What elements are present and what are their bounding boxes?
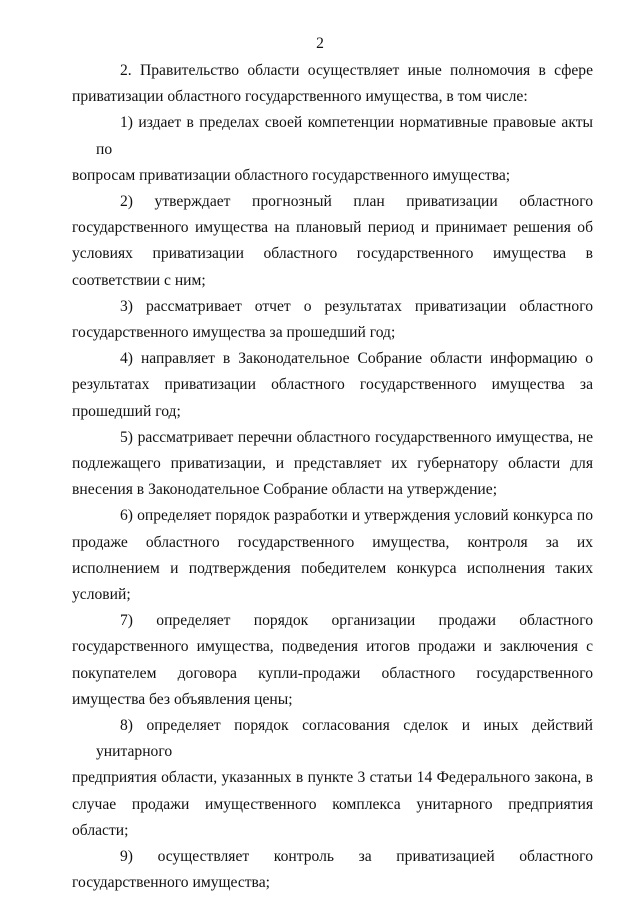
paragraph-line: 8) определяет порядок согласования сделок и иных действий унитарного <box>96 717 593 761</box>
paragraph-line: имущества без объявления цены; <box>72 690 293 708</box>
paragraph-line: 6) определяет порядок разработки и утверждения условий конкурса по <box>120 507 593 525</box>
paragraph-line: предприятия области, указанных в пункте 3 статьи 14 Федерального закона, в <box>72 769 593 787</box>
paragraph-item-6 <box>72 503 593 608</box>
paragraph-line: условиях приватизации областного государственного имущества в <box>72 245 593 263</box>
paragraph-line: условий; <box>72 586 131 604</box>
paragraph-line: государственного имущества; <box>72 874 270 892</box>
paragraph-line: 2) утверждает прогнозный план приватизации областного <box>120 193 593 211</box>
paragraph-item-5 <box>72 425 593 504</box>
paragraph-line: прошедший год; <box>72 402 181 420</box>
paragraph-item-3 <box>72 294 593 346</box>
paragraph-line: соответствии с ним; <box>72 271 206 289</box>
paragraph-line: области; <box>72 821 129 839</box>
paragraph-item-4 <box>72 346 593 425</box>
paragraph-item-9 <box>72 844 593 896</box>
paragraph-item-7 <box>72 608 593 713</box>
paragraph-item-1 <box>72 110 593 189</box>
paragraph-line: 5) рассматривает перечни областного государственного имущества, не <box>120 428 593 446</box>
paragraph-line: 7) определяет порядок организации продажи областного <box>120 612 593 630</box>
paragraph-line: продаже областного государственного имущества, контроля за их <box>72 533 593 551</box>
paragraph-line: государственного имущества за прошедший год; <box>72 324 396 342</box>
paragraph-line: 4) направляет в Законодательное Собрание области информацию о <box>120 350 593 368</box>
paragraph-item-2 <box>72 189 593 294</box>
paragraph-line: внесения в Законодательное Собрание области на утверждение; <box>72 481 498 499</box>
paragraph-line: 3) рассматривает отчет о результатах приватизации областного <box>120 297 593 315</box>
page-number: 2 <box>316 35 324 52</box>
paragraph-line: приватизации областного государственного имущества, в том числе: <box>72 88 528 106</box>
paragraph-line: покупателем договора купли-продажи областного государственного <box>72 664 593 682</box>
paragraph-line: исполнением и подтверждения победителем конкурса исполнения таких <box>72 559 593 577</box>
paragraph-line: государственного имущества на плановый период и принимает решения об <box>72 219 593 237</box>
paragraph-line: результатах приватизации областного государственного имущества за <box>72 376 593 394</box>
paragraph-line: случае продажи имущественного комплекса унитарного предприятия <box>72 795 593 813</box>
paragraph-line: 1) издает в пределах своей компетенции нормативные правовые акты по <box>96 114 593 158</box>
paragraph-line: государственного имущества, подведения итогов продажи и заключения с <box>72 638 593 656</box>
paragraph-line: 2. Правительство области осуществляет иные полномочия в сфере <box>120 62 593 79</box>
paragraph-intro <box>72 58 593 110</box>
paragraph-line: 9) осуществляет контроль за приватизацией областного <box>120 848 593 866</box>
document-body <box>72 58 593 897</box>
paragraph-line: подлежащего приватизации, и представляет их губернатору области для <box>72 455 593 473</box>
paragraph-item-8 <box>72 713 593 844</box>
paragraph-line: вопросам приватизации областного государственного имущества; <box>72 166 511 184</box>
